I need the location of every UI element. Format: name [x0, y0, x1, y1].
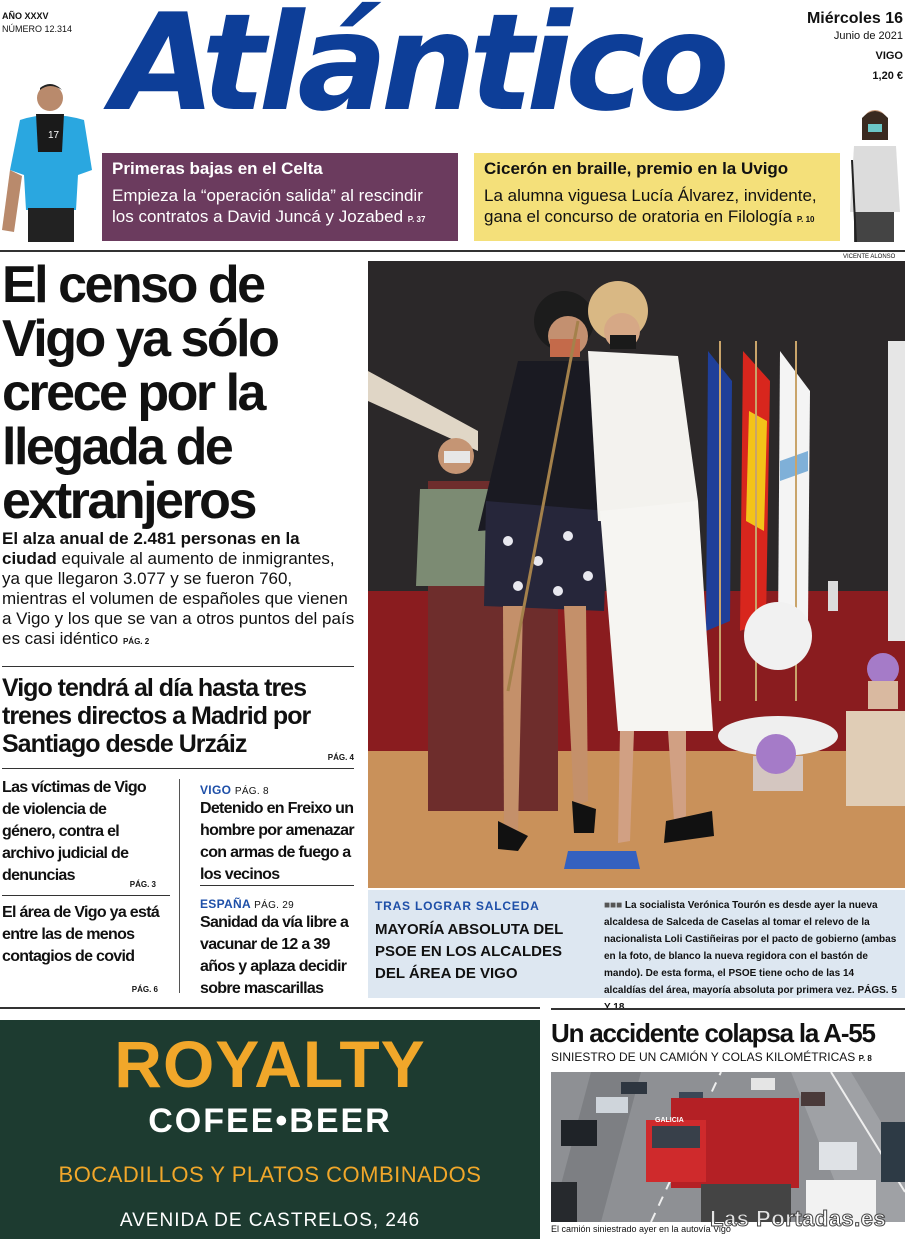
ad-divider	[0, 1007, 540, 1009]
accident-subheadline: SINIESTRO DE UN CAMIÓN Y COLAS KILOMÉTRICAS P. 8	[551, 1050, 872, 1064]
ad-subtitle: COFEE•BEER	[148, 1102, 392, 1140]
rule	[2, 768, 354, 769]
newspaper-logo[interactable]: Atlántico	[112, 0, 723, 141]
story-freixo[interactable]	[200, 783, 360, 886]
accident-caption: El camión siniestrado ayer en la autovía Vigo	[551, 1224, 731, 1234]
issue-price: 1,20 €	[872, 70, 903, 82]
story-violencia[interactable]: Las víctimas de Vigo de violencia de género, contra el archivo judicial de denuncias	[2, 779, 146, 884]
photo-credit: VICENTE ALONSO	[843, 254, 896, 260]
lede-bold: El alza anual de 2.481 personas en la ciudad	[2, 529, 300, 568]
issue-day: Miércoles 16	[806, 10, 903, 27]
edition-year: AÑO XXXV	[2, 11, 49, 21]
ad-brand: ROYALTY	[114, 1027, 426, 1101]
caption-headline[interactable]: MAYORÍA ABSOLUTA DEL PSOE EN LOS ALCALDES DEL ÁREA DE VIGO	[375, 921, 564, 982]
ad-address: AVENIDA DE CASTRELOS, 246	[119, 1210, 421, 1231]
page-ref: P. 10	[796, 215, 815, 224]
rule	[551, 1008, 905, 1010]
edition-info	[2, 10, 72, 36]
accident-headline[interactable]: Un accidente colapsa la A-55	[551, 1018, 875, 1048]
column-divider	[179, 779, 180, 993]
svg-text:17: 17	[48, 130, 60, 141]
page-ref: PÁG. 4	[327, 753, 354, 762]
section-tag: ESPAÑA PÁG. 29	[200, 897, 295, 911]
issue-city: VIGO	[875, 50, 903, 62]
main-headline[interactable]: El censo de Vigo ya sólo crece por la llegada de extranjeros	[2, 256, 278, 530]
rule	[2, 895, 170, 896]
site-watermark: Las Portadas.es	[710, 1206, 887, 1231]
footballer-photo	[0, 80, 102, 242]
teaser-body: La alumna viguesa Lucía Álvarez, invidente, gana el concurso de oratoria en Filología P. 10	[484, 186, 817, 226]
lede-text: equivale al aumento de inmigrantes, ya que llegaron 3.077 y se fueron 760, mientras el volumen de españoles que vienen a Vigo y los que se van a otros puntos del país es casi idéntico	[2, 549, 355, 648]
page-ref: PÁG. 3	[129, 880, 156, 889]
page-ref: PÁG. 2	[122, 637, 150, 646]
student-photo	[840, 100, 905, 242]
rule	[200, 885, 354, 886]
accident-photo[interactable]	[551, 1072, 905, 1222]
caption-tag: TRAS LOGRAR SALCEDA	[375, 899, 540, 913]
teaser-body: Empieza la “operación salida” al rescindir los contratos a David Juncá y Jozabed P. 37	[112, 186, 426, 226]
trains-headline[interactable]: Vigo tendrá al día hasta tres trenes directos a Madrid por Santiago desde Urzáiz	[2, 674, 311, 758]
teaser-uvigo[interactable]	[474, 153, 842, 241]
page-ref: P. 37	[407, 215, 426, 224]
svg-text:GALICIA: GALICIA	[655, 1117, 684, 1124]
story-text: Sanidad da vía libre a vacunar de 12 a 39 años y aplaza decidir sobre mascarillas	[200, 914, 349, 997]
teaser-title: Primeras bajas en el Celta	[112, 159, 323, 178]
page-ref: P. 8	[858, 1054, 872, 1063]
section-divider	[0, 250, 905, 252]
edition-number: NÚMERO 12.314	[2, 24, 73, 34]
story-text: Detenido en Freixo un hombre por amenazar con armas de fuego a los vecinos	[200, 800, 354, 883]
story-sanidad[interactable]	[200, 897, 360, 1000]
caption-marker: ■■■	[604, 900, 623, 911]
ad-offer: BOCADILLOS Y PLATOS COMBINADOS	[58, 1162, 482, 1187]
page-ref: PÁG. 6	[131, 985, 158, 994]
advertisement[interactable]	[0, 1020, 540, 1239]
main-lede	[2, 529, 357, 652]
page-ref: PÁG. 29	[254, 900, 295, 911]
rule	[2, 666, 354, 667]
section-tag: VIGO PÁG. 8	[200, 783, 269, 797]
teaser-celta[interactable]	[102, 153, 458, 241]
page-ref: PÁG. 8	[234, 786, 269, 797]
story-covid[interactable]: El área de Vigo ya está entre las de menos contagios de covid	[2, 904, 160, 965]
issue-date: Junio de 2021	[833, 30, 903, 42]
issue-info	[807, 10, 903, 82]
page-ref: PÁGS. 5	[857, 985, 897, 996]
main-photo[interactable]	[368, 261, 905, 888]
teaser-title: Cicerón en braille, premio en la Uvigo	[484, 159, 789, 178]
caption-text: ■■■ La socialista Verónica Tourón es desde ayer la nueva alcaldesa de Salceda de Caselas al tomar el relevo de la nacionalista Loli Castiñeiras por el pacto de gobierno (ambas en la foto, de blanco la nueva regidora con el bastón de mando). De esta forma, el PSOE tiene ocho de las 14 alcaldías del área, mayoría absoluta por primera vez. PÁGS. 5	[604, 897, 899, 1016]
